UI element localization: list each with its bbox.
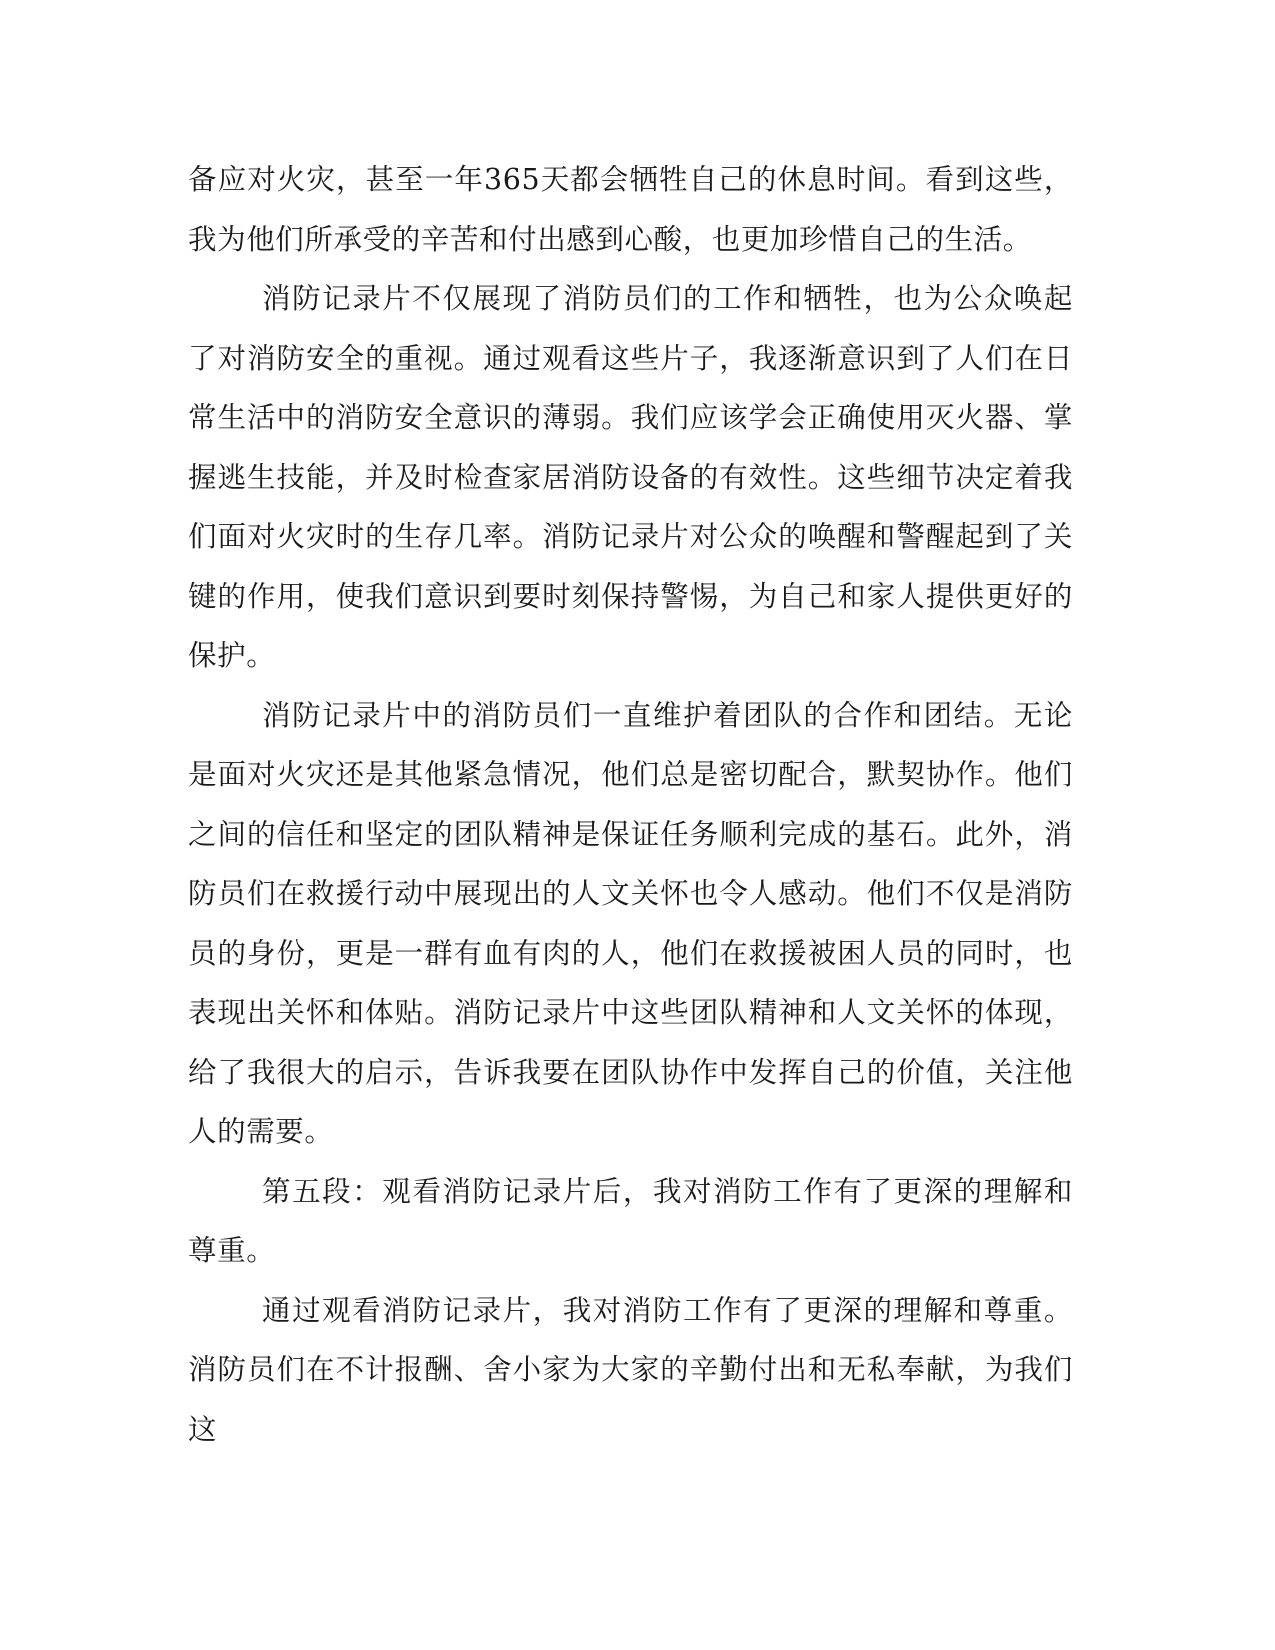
section-heading-fifth: 第五段：观看消防记录片后，我对消防工作有了更深的理解和尊重。 [188, 1174, 1073, 1267]
paragraph-understanding: 通过观看消防记录片，我对消防工作有了更深的理解和尊重。消防员们在不计报酬、舍小家为大家的辛勤付出和无私奉献，为我们这 [188, 1293, 1073, 1446]
paragraph-public-awareness: 消防记录片不仅展现了消防员们的工作和牺牲，也为公众唤起了对消防安全的重视。通过观看这些片子，我逐渐意识到了人们在日常生活中的消防安全意识的薄弱。我们应该学会正确使用灭火器、掌握逃生技能，并及时检查家居消防设备的有效性。这些细节决定着我们面对火灾时的生存几率。消防记录片对公众的唤醒和警醒起到了关键的作用，使我们意识到要时刻保持警惕，为自己和家人提供更好的保护。 [188, 282, 1073, 672]
document-body [188, 150, 1073, 1459]
paragraph-continuation: 备应对火灾，甚至一年365天都会牺牲自己的休息时间。看到这些，我为他们所承受的辛苦和付出感到心酸，也更加珍惜自己的生活。 [188, 163, 1073, 256]
paragraph-teamwork: 消防记录片中的消防员们一直维护着团队的合作和团结。无论是面对火灾还是其他紧急情况，他们总是密切配合，默契协作。他们之间的信任和坚定的团队精神是保证任务顺利完成的基石。此外，消防员们在救援行动中展现出的人文关怀也令人感动。他们不仅是消防员的身份，更是一群有血有肉的人，他们在救援被困人员的同时，也表现出关怀和体贴。消防记录片中这些团队精神和人文关怀的体现，给了我很大的启示，告诉我要在团队协作中发挥自己的价值，关注他人的需要。 [188, 698, 1073, 1148]
